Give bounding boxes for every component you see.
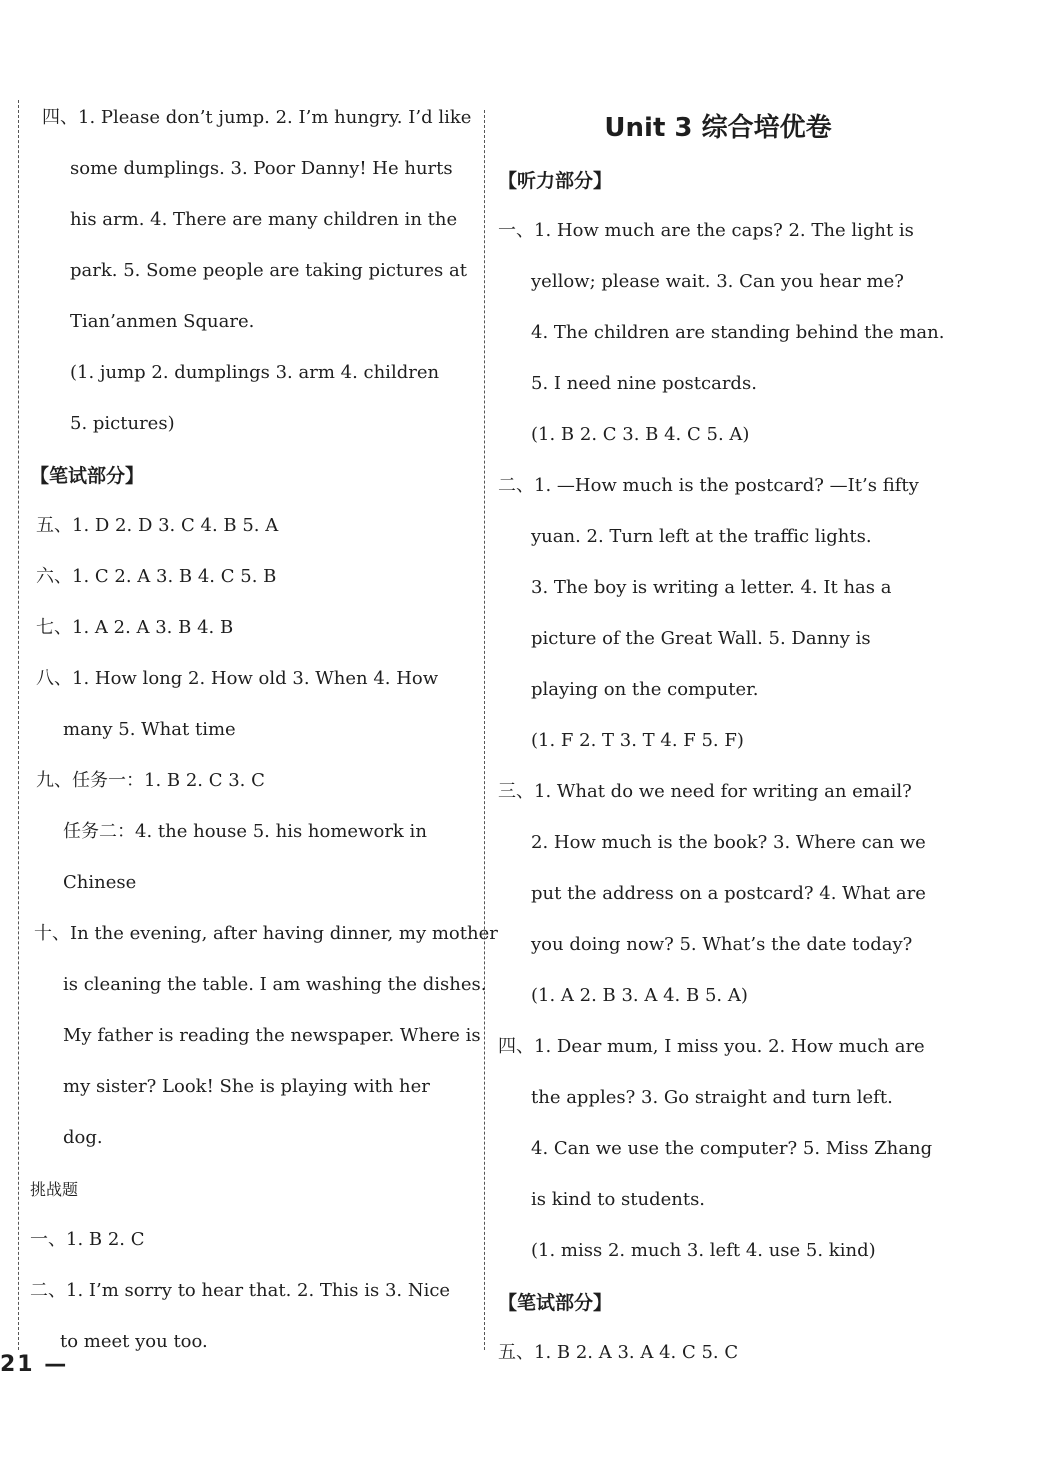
answer-line: park. 5. Some people are taking pictures at — [70, 260, 467, 281]
answer-line: 五、1. B 2. A 3. A 4. C 5. C — [498, 1342, 739, 1363]
section-heading-listening: 【听力部分】 — [498, 170, 613, 192]
answer-line: you doing now? 5. What’s the date today? — [531, 934, 913, 955]
answer-key-line: (1. B 2. C 3. B 4. C 5. A) — [531, 424, 750, 445]
answer-line: 二、1. I’m sorry to hear that. 2. This is 3. Nice — [30, 1280, 451, 1301]
answer-line: 十、In the evening, after having dinner, my mother — [34, 923, 498, 944]
answer-line: put the address on a postcard? 4. What are — [531, 883, 926, 904]
answer-key-line: (1. jump 2. dumplings 3. arm 4. children — [70, 362, 440, 383]
answer-line: 七、1. A 2. A 3. B 4. B — [36, 617, 234, 638]
answer-line: 四、1. Dear mum, I miss you. 2. How much are — [498, 1036, 925, 1057]
answer-line: yellow; please wait. 3. Can you hear me? — [531, 271, 904, 292]
answer-line: is cleaning the table. I am washing the dishes. — [63, 974, 487, 995]
section-heading-written: 【笔试部分】 — [30, 465, 145, 487]
answer-line: 一、1. B 2. C — [30, 1229, 145, 1250]
answer-line: picture of the Great Wall. 5. Danny is — [531, 628, 871, 649]
column-divider-dashed-rule — [484, 110, 485, 1350]
answer-line: yuan. 2. Turn left at the traffic lights. — [531, 526, 872, 547]
unit-title: Unit 3 综合培优卷 — [604, 113, 832, 143]
answer-key-line: (1. miss 2. much 3. left 4. use 5. kind) — [531, 1240, 876, 1261]
answer-line: 任务二：4. the house 5. his homework in — [63, 821, 427, 842]
left-answer-column — [30, 98, 498, 1373]
answer-line: 3. The boy is writing a letter. 4. It has a — [531, 577, 892, 598]
answer-line: 三、1. What do we need for writing an email? — [498, 781, 912, 802]
answer-line: my sister? Look! She is playing with her — [63, 1076, 430, 1097]
answer-line: 八、1. How long 2. How old 3. When 4. How — [36, 668, 439, 689]
answer-line: 5. I need nine postcards. — [531, 373, 757, 394]
answer-line: dog. — [63, 1127, 103, 1148]
answer-line: to meet you too. — [60, 1331, 208, 1352]
answer-line: the apples? 3. Go straight and turn left. — [531, 1087, 893, 1108]
answer-line: Tian’anmen Square. — [70, 311, 255, 332]
left-margin-dashed-rule — [18, 100, 19, 1350]
answer-line: 五、1. D 2. D 3. C 4. B 5. A — [36, 515, 279, 536]
answer-line: 九、任务一：1. B 2. C 3. C — [36, 770, 265, 791]
answer-line: 2. How much is the book? 3. Where can we — [531, 832, 926, 853]
section-heading-written: 【笔试部分】 — [498, 1292, 613, 1314]
answer-line: playing on the computer. — [531, 679, 759, 700]
answer-line: 四、1. Please don’t jump. 2. I’m hungry. I’d like — [42, 107, 472, 128]
answer-line: 二、1. —How much is the postcard? —It’s fifty — [498, 475, 919, 496]
answer-line: 六、1. C 2. A 3. B 4. C 5. B — [36, 566, 277, 587]
answer-line: some dumplings. 3. Poor Danny! He hurts — [70, 158, 453, 179]
answer-key-line: (1. F 2. T 3. T 4. F 5. F) — [531, 730, 744, 751]
challenge-heading: 挑战题 — [30, 1180, 79, 1199]
answer-line: is kind to students. — [531, 1189, 706, 1210]
answer-line: My father is reading the newspaper. Where is — [63, 1025, 481, 1046]
answer-line: his arm. 4. There are many children in the — [70, 209, 458, 230]
answer-line: 4. The children are standing behind the man. — [531, 322, 945, 343]
right-answer-column — [498, 108, 945, 1384]
answer-line: 一、1. How much are the caps? 2. The light is — [498, 220, 914, 241]
page-number: 21 — — [0, 1352, 69, 1377]
answer-line: 4. Can we use the computer? 5. Miss Zhang — [531, 1138, 933, 1159]
answer-key-line: 5. pictures) — [70, 413, 175, 434]
answer-line: many 5. What time — [63, 719, 236, 740]
answer-key-line: (1. A 2. B 3. A 4. B 5. A) — [531, 985, 748, 1006]
answer-line: Chinese — [63, 872, 137, 893]
